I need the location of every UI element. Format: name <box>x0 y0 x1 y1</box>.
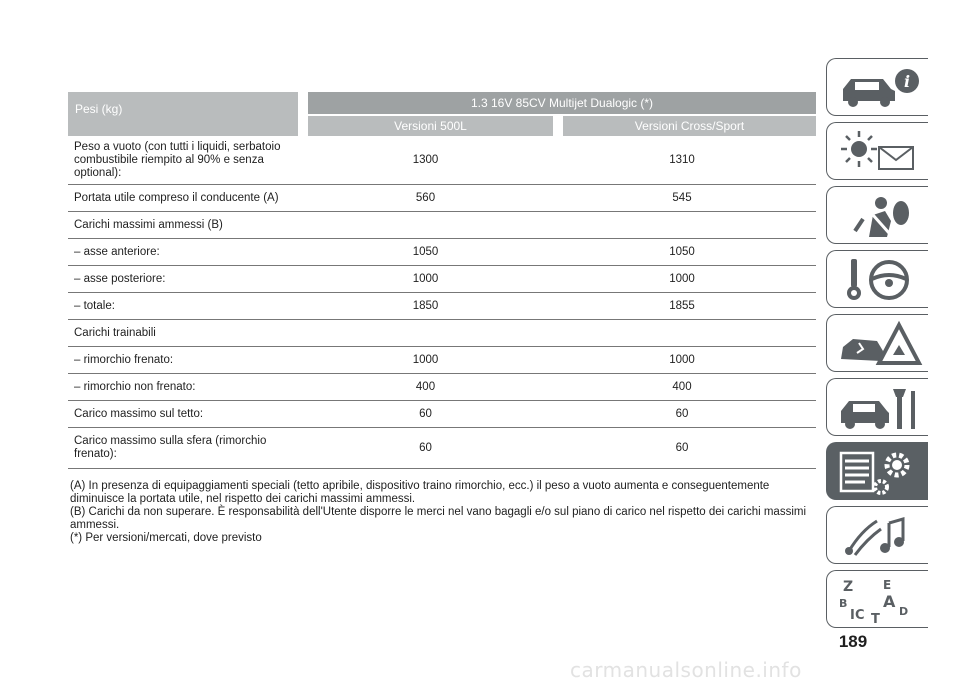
footnote-a: (A) In presenza di equipaggiamenti speciali (tetto apribile, dispositivo traino rimorchio, ecc.) il peso a vuoto aumenta e conseguentemente diminuisce la portata utile, nel rispetto dei carichi massimi ammessi. <box>70 480 770 505</box>
svg-text:i: i <box>903 72 911 91</box>
header-version-cross-sport: Versioni Cross/Sport <box>563 116 816 136</box>
tab-warning-lights[interactable] <box>826 122 928 180</box>
table-header <box>68 92 816 136</box>
row-value-cross-sport: 1855 <box>669 299 695 312</box>
technical-data-gear-icon <box>833 447 923 497</box>
row-value-500l: 60 <box>419 407 432 420</box>
row-label: Portata utile compreso il conducente (A) <box>74 191 279 204</box>
row-value-cross-sport: 545 <box>672 191 692 204</box>
row-label: Carichi massimi ammessi (B) <box>74 218 223 231</box>
page-number: 189 <box>838 632 868 651</box>
header-engine: 1.3 16V 85CV Multijet Dualogic (*) <box>308 92 816 114</box>
multimedia-music-icon <box>833 511 923 561</box>
row-label: – totale: <box>74 299 115 312</box>
row-value-500l: 560 <box>415 191 436 204</box>
table-row <box>68 401 816 428</box>
row-value-cross-sport: 60 <box>675 407 689 420</box>
chapter-tabs <box>826 58 930 634</box>
index-letter: C <box>855 608 865 623</box>
row-value-500l: 1850 <box>412 299 439 312</box>
row-value-500l: 1300 <box>412 153 439 166</box>
table-row <box>68 320 816 347</box>
watermark: carmanualsonline.info <box>570 658 802 682</box>
weights-table <box>68 92 816 469</box>
index-letter: D <box>899 605 909 618</box>
table-row <box>68 374 816 401</box>
tab-index[interactable] <box>826 570 928 628</box>
footnote-b: (B) Carichi da non superare. È responsabilità dell'Utente disporre le merci nel vano bagagli e/o sul piano di carico nel rispetto dei carichi massimi ammessi. <box>70 506 807 531</box>
row-value-cross-sport: 1050 <box>669 245 695 258</box>
footnote-star: (*) Per versioni/mercati, dove previsto <box>70 532 262 544</box>
tab-safety[interactable] <box>826 186 928 244</box>
tab-emergency[interactable] <box>826 314 928 372</box>
row-label: – rimorchio non frenato: <box>74 380 196 393</box>
tab-technical-data[interactable] <box>826 442 928 500</box>
table-row <box>68 185 816 212</box>
row-value-500l: 60 <box>419 441 432 454</box>
row-value-500l: 1000 <box>412 272 439 285</box>
row-value-cross-sport: 60 <box>675 441 689 454</box>
seatbelt-airbag-icon <box>833 191 923 241</box>
index-letter: E <box>883 578 892 592</box>
index-letter: B <box>839 597 848 610</box>
tab-multimedia[interactable] <box>826 506 928 564</box>
table-row <box>68 212 816 239</box>
row-label: Carichi trainabili <box>74 326 156 339</box>
index-letter: A <box>883 592 896 611</box>
tab-starting-driving[interactable] <box>826 250 928 308</box>
alphabetical-index-icon <box>833 575 923 625</box>
warning-light-message-icon <box>833 127 923 177</box>
table-row <box>68 239 816 266</box>
tab-maintenance[interactable] <box>826 378 928 436</box>
tab-car-info[interactable] <box>826 58 928 116</box>
table-row <box>68 136 816 185</box>
index-letter: T <box>871 612 880 625</box>
car-service-tools-icon <box>833 383 923 433</box>
row-label: Carico massimo sul tetto: <box>74 407 204 420</box>
row-value-500l: 400 <box>415 380 436 393</box>
table-row <box>68 266 816 293</box>
header-weights-label: Pesi (kg) <box>68 92 298 136</box>
row-value-cross-sport: 1000 <box>669 272 695 285</box>
table-row <box>68 347 816 374</box>
row-value-cross-sport: 400 <box>672 380 692 393</box>
row-label: – asse posteriore: <box>74 272 166 285</box>
header-version-500l: Versioni 500L <box>308 116 553 136</box>
key-steering-wheel-icon <box>833 255 923 305</box>
table-row <box>68 428 816 469</box>
footnotes <box>70 480 820 545</box>
row-value-cross-sport: 1000 <box>669 353 695 366</box>
svg-text:I: I <box>850 608 855 623</box>
accident-warning-triangle-icon <box>833 319 923 369</box>
row-value-cross-sport: 1310 <box>669 153 695 166</box>
index-letter: Z <box>843 579 854 595</box>
row-label: Peso a vuoto (con tutti i liquidi, serbatoio combustibile riempito al 90% e senza optional): <box>74 140 281 179</box>
row-label: Carico massimo sulla sfera (rimorchio frenato): <box>74 435 267 460</box>
row-value-500l: 1000 <box>412 353 439 366</box>
row-label: – rimorchio frenato: <box>74 353 174 366</box>
table-row <box>68 293 816 320</box>
row-value-500l: 1050 <box>412 245 439 258</box>
car-info-icon <box>833 63 923 113</box>
row-label: – asse anteriore: <box>74 245 160 258</box>
